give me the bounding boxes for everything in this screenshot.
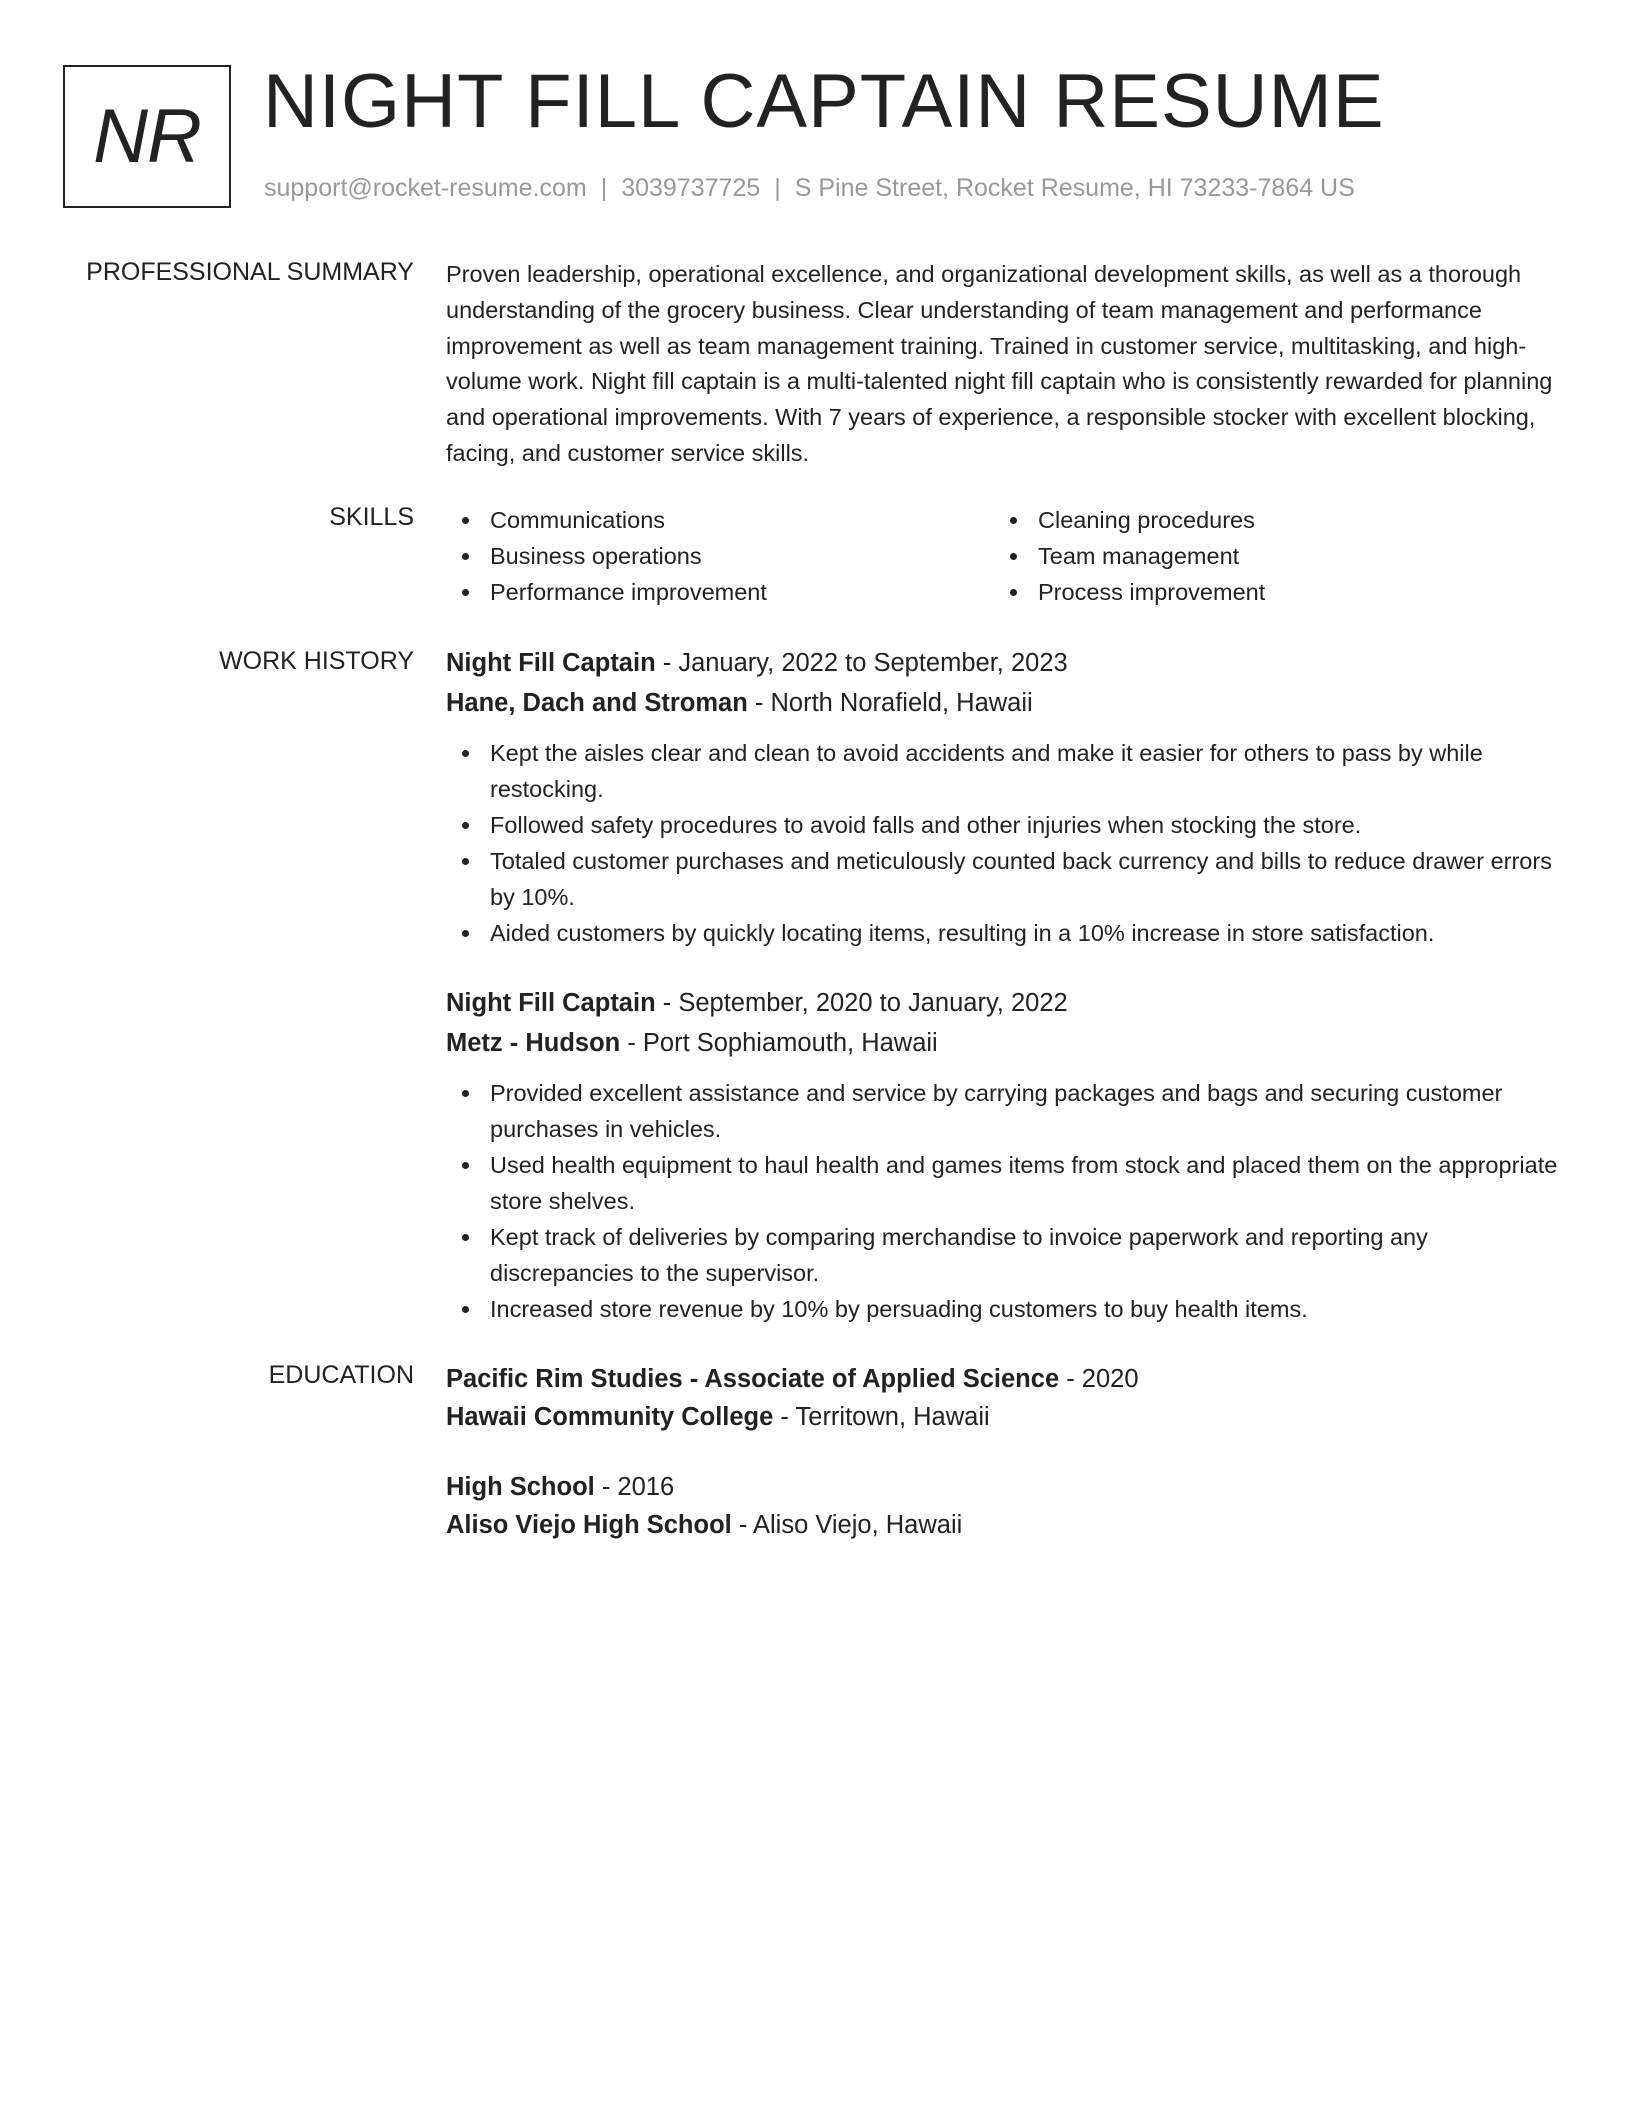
job-bullet: Used health equipment to haul health and games items from stock and placed them on the appropriate store shelves. (446, 1147, 1566, 1219)
contact-separator: | (774, 174, 781, 202)
contact-phone: 3039737725 (621, 174, 761, 202)
job-entry (446, 983, 1566, 1327)
contact-email: support@rocket-resume.com (264, 174, 587, 202)
job-bullet: Provided excellent assistance and service by carrying packages and bags and securing customer purchases in vehicles. (446, 1075, 1566, 1147)
skill-item: Performance improvement (446, 574, 994, 610)
monogram-initials: NR (93, 94, 201, 179)
company-location: - Port Sophiamouth, Hawaii (620, 1029, 938, 1057)
skill-item: Communications (446, 502, 994, 538)
work-history-body (446, 643, 1566, 1359)
job-title: Night Fill Captain (446, 989, 656, 1017)
job-bullet: Followed safety procedures to avoid falls and other injuries when stocking the store. (446, 807, 1566, 843)
education-entry (446, 1360, 1566, 1436)
job-bullets (446, 1075, 1566, 1327)
education-degree-line (446, 1360, 1566, 1398)
summary-text: Proven leadership, operational excellence, and organizational development skills, as well as a thorough understanding of the grocery business. Clear understanding of team management and performance improvement as well as team management training. Trained in customer service, multitasking, and high-volume work. Night fill captain is a multi-talented night fill captain who is consistently rewarded for planning and operational improvements. With 7 years of experience, a responsible stocker with excellent blocking, facing, and customer service skills. (446, 261, 1553, 466)
education-school: Aliso Viejo High School (446, 1511, 732, 1539)
contact-separator: | (600, 174, 608, 202)
education-degree: Pacific Rim Studies - Associate of Applied Science (446, 1365, 1060, 1393)
company-line (446, 683, 1566, 723)
resume-title: NIGHT FILL CAPTAIN RESUME (263, 59, 1385, 144)
skills-body (446, 502, 1566, 610)
contact-address: S Pine Street, Rocket Resume, HI 73233-7864 US (794, 174, 1355, 202)
education-degree-line (446, 1468, 1566, 1506)
job-bullets (446, 735, 1566, 951)
education-school-line (446, 1398, 1566, 1436)
company-name: Metz - Hudson (446, 1029, 621, 1057)
job-bullet: Increased store revenue by 10% by persuading customers to buy health items. (446, 1291, 1566, 1327)
work-history-heading: WORK HISTORY (219, 647, 414, 675)
education-degree: High School (446, 1473, 595, 1501)
job-title-line (446, 983, 1566, 1023)
job-bullet: Aided customers by quickly locating items, resulting in a 10% increase in store satisfaction. (446, 915, 1566, 951)
education-body (446, 1360, 1566, 1576)
job-dates: - September, 2020 to January, 2022 (655, 989, 1068, 1017)
job-bullet: Totaled customer purchases and meticulously counted back currency and bills to reduce drawer errors by 10%. (446, 843, 1566, 915)
skills-list-right (994, 502, 1542, 610)
contact-line (264, 174, 1355, 203)
job-entry (446, 643, 1566, 951)
skill-item: Business operations (446, 538, 994, 574)
education-location: - Territown, Hawaii (773, 1403, 990, 1431)
company-name: Hane, Dach and Stroman (446, 689, 748, 717)
skills-columns (446, 502, 1566, 610)
education-year: - 2016 (594, 1473, 675, 1501)
company-location: - North Norafield, Hawaii (747, 689, 1033, 717)
education-location: - Aliso Viejo, Hawaii (731, 1511, 963, 1539)
job-bullet: Kept the aisles clear and clean to avoid accidents and make it easier for others to pass by while restocking. (446, 735, 1566, 807)
education-school: Hawaii Community College (446, 1403, 774, 1431)
job-title: Night Fill Captain (446, 649, 656, 677)
skill-item: Team management (994, 538, 1542, 574)
skills-heading: SKILLS (329, 503, 414, 531)
summary-heading: PROFESSIONAL SUMMARY (86, 258, 414, 286)
skill-item: Process improvement (994, 574, 1542, 610)
skills-list-left (446, 502, 994, 610)
education-entry (446, 1468, 1566, 1544)
monogram-box (63, 65, 231, 208)
skill-item: Cleaning procedures (994, 502, 1542, 538)
education-year: - 2020 (1059, 1365, 1139, 1393)
education-heading: EDUCATION (268, 1361, 414, 1389)
job-dates: - January, 2022 to September, 2023 (655, 649, 1068, 677)
job-title-line (446, 643, 1566, 683)
education-school-line (446, 1506, 1566, 1544)
job-bullet: Kept track of deliveries by comparing merchandise to invoice paperwork and reporting any discrepancies to the supervisor. (446, 1219, 1566, 1291)
company-line (446, 1023, 1566, 1063)
